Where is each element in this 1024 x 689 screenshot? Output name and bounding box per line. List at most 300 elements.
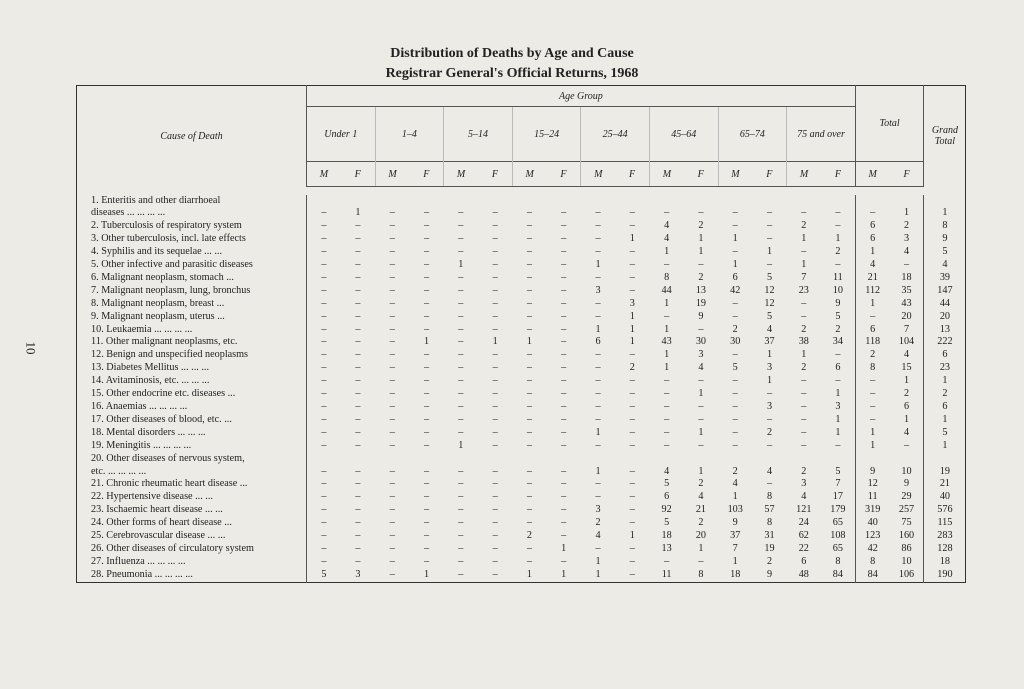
value-cell: –	[526, 517, 532, 529]
value-cell: –	[321, 504, 327, 516]
value-cell: –	[526, 413, 532, 425]
value-cell: 8	[766, 517, 773, 529]
value-cell: –	[355, 349, 361, 361]
value-cell: 43	[661, 336, 672, 348]
group-header: 65–74	[718, 107, 787, 162]
value-cell: –	[526, 323, 532, 335]
value-cell: –	[526, 297, 532, 309]
value-cell: –	[629, 375, 635, 387]
value-cell: 106	[898, 568, 915, 580]
grand-total-cell: 190	[924, 569, 966, 582]
value-cell: 6	[732, 271, 738, 283]
value-cell	[444, 195, 478, 208]
grand-total-cell: 9	[924, 233, 966, 246]
value-cell: –	[629, 271, 635, 283]
value-cell: –	[732, 426, 738, 438]
value-cell: –	[561, 491, 567, 503]
value-cell: –	[855, 414, 889, 427]
value-cell: 3	[801, 478, 807, 490]
value-cell: –	[595, 271, 601, 283]
value-cell: 1	[595, 568, 601, 580]
table-row	[77, 285, 966, 298]
value-cell: –	[526, 233, 532, 245]
cause-cell: 15. Other endocrine etc. diseases ...	[77, 388, 307, 401]
cause-cell: 1. Enteritis and other diarrhoeal	[77, 195, 307, 208]
value-cell: –	[423, 362, 430, 374]
value-cell: –	[629, 220, 635, 232]
cause-cell: 24. Other forms of heart disease ...	[77, 517, 307, 530]
value-cell	[752, 453, 786, 466]
female-header: F	[341, 162, 375, 187]
value-cell: –	[492, 259, 498, 271]
value-cell: –	[732, 310, 738, 322]
value-cell	[512, 453, 546, 466]
table-row	[77, 530, 966, 543]
value-cell: –	[561, 465, 567, 477]
value-cell: 9	[732, 517, 738, 529]
value-cell	[409, 195, 443, 208]
value-cell: –	[698, 401, 704, 412]
value-cell	[341, 453, 375, 466]
value-cell: –	[389, 220, 395, 232]
value-cell: 1	[526, 336, 532, 348]
value-cell: –	[355, 310, 361, 322]
value-cell: –	[423, 349, 430, 361]
value-cell: 1	[903, 413, 910, 425]
value-cell: –	[492, 568, 498, 580]
value-cell: 17	[832, 491, 843, 503]
group-header: 45–64	[649, 107, 718, 162]
value-cell: –	[526, 375, 532, 387]
value-cell: –	[423, 504, 430, 516]
cause-cell: 19. Meningitis ... ... ... ...	[77, 440, 307, 453]
value-cell: –	[698, 439, 704, 451]
value-cell: –	[629, 517, 635, 529]
table-row	[77, 491, 966, 504]
value-cell: –	[492, 542, 498, 554]
table-row	[77, 414, 966, 427]
value-cell: 4	[801, 491, 807, 503]
value-cell: 112	[855, 285, 889, 298]
value-cell: 1	[423, 336, 430, 348]
value-cell: 10	[901, 465, 912, 477]
value-cell: 2	[698, 220, 704, 232]
grand-total-cell: 40	[924, 491, 966, 504]
grand-total-cell: 2	[924, 388, 966, 401]
value-cell: –	[355, 555, 361, 567]
value-cell: –	[732, 413, 738, 425]
value-cell: 1	[664, 246, 670, 258]
value-cell: 92	[661, 504, 672, 516]
value-cell: 5	[766, 310, 773, 322]
value-cell: 62	[798, 530, 809, 542]
value-cell: 5	[664, 478, 670, 490]
value-cell: 2	[698, 478, 704, 490]
value-cell: –	[458, 336, 464, 348]
male-header: M	[375, 162, 409, 187]
value-cell: –	[458, 401, 464, 412]
value-cell: 11	[661, 568, 672, 580]
value-cell: 2	[526, 530, 532, 542]
value-cell: –	[801, 297, 807, 309]
value-cell: 3	[629, 297, 635, 309]
value-cell: 2	[855, 349, 889, 362]
value-cell: –	[766, 388, 773, 400]
value-cell: –	[561, 336, 567, 348]
value-cell: –	[492, 401, 498, 412]
value-cell: –	[801, 401, 807, 412]
value-cell: –	[492, 323, 498, 335]
value-cell	[547, 195, 581, 208]
value-cell: –	[389, 465, 395, 477]
value-cell: 23	[798, 284, 809, 296]
value-cell: 57	[764, 504, 775, 516]
value-cell: –	[526, 439, 532, 451]
value-cell: –	[629, 555, 635, 567]
value-cell: 24	[798, 517, 809, 529]
value-cell	[649, 453, 683, 466]
value-cell: –	[458, 297, 464, 309]
value-cell	[787, 453, 821, 466]
value-cell: 1	[698, 233, 704, 245]
grand-total-cell: 1	[924, 375, 966, 388]
value-cell: 103	[727, 504, 743, 516]
group-header: 5–14	[444, 107, 513, 162]
value-cell: –	[561, 555, 567, 567]
value-cell: –	[629, 478, 635, 490]
value-cell	[890, 453, 924, 466]
cause-cell: 27. Influenza ... ... ... ...	[77, 556, 307, 569]
value-cell: 1	[732, 491, 738, 503]
value-cell	[821, 453, 855, 466]
value-cell: 6	[903, 401, 910, 412]
value-cell: –	[629, 504, 635, 516]
value-cell: –	[355, 271, 361, 283]
group-header-total: Total	[855, 86, 924, 162]
value-cell: –	[355, 542, 361, 554]
value-cell: –	[766, 439, 773, 451]
value-cell: 1	[629, 323, 635, 335]
value-cell: 5	[732, 362, 738, 374]
cause-cell: 2. Tuberculosis of respiratory system	[77, 220, 307, 233]
value-cell: 44	[661, 284, 672, 296]
table-row	[77, 375, 966, 388]
cause-cell: 10. Leukaemia ... ... ... ...	[77, 324, 307, 337]
value-cell: –	[423, 413, 430, 425]
value-cell: –	[629, 413, 635, 425]
table-row	[77, 453, 966, 466]
value-cell: –	[458, 388, 464, 400]
value-cell: –	[389, 246, 395, 258]
value-cell: –	[561, 297, 567, 309]
value-cell: –	[321, 310, 327, 322]
value-cell: 4	[855, 259, 889, 272]
value-cell	[718, 453, 752, 466]
value-cell: 1	[835, 413, 841, 425]
value-cell: 1	[629, 336, 635, 348]
value-cell: 30	[695, 336, 706, 348]
value-cell: –	[903, 259, 910, 271]
value-cell: –	[732, 297, 738, 309]
value-cell: –	[423, 220, 430, 232]
value-cell: –	[321, 517, 327, 529]
value-cell: –	[423, 555, 430, 567]
value-cell: 1	[355, 207, 361, 219]
value-cell: –	[321, 530, 327, 542]
value-cell	[821, 195, 855, 208]
value-cell: –	[526, 478, 532, 490]
grand-total-cell: 1	[924, 440, 966, 453]
value-cell: 123	[855, 530, 889, 543]
value-cell: 37	[730, 530, 741, 542]
value-cell: 1	[855, 298, 889, 311]
value-cell: –	[389, 388, 395, 400]
value-cell: 40	[855, 517, 889, 530]
value-cell: 1	[835, 388, 841, 400]
value-cell: –	[561, 478, 567, 490]
value-cell: –	[321, 426, 327, 438]
value-cell: 9	[698, 310, 704, 322]
value-cell: 1	[732, 233, 738, 245]
value-cell: 1	[595, 259, 601, 271]
value-cell: –	[801, 426, 807, 438]
value-cell: 5	[766, 271, 773, 283]
value-cell: –	[595, 220, 601, 232]
table-row	[77, 440, 966, 453]
cause-cell: diseases ... ... ... ...	[77, 207, 307, 220]
cause-cell: 16. Anaemias ... ... ... ...	[77, 401, 307, 414]
value-cell: –	[629, 246, 635, 258]
value-cell: –	[389, 568, 395, 580]
value-cell: 1	[766, 349, 773, 361]
value-cell: –	[766, 207, 773, 219]
table-row	[77, 207, 966, 220]
value-cell: –	[458, 568, 464, 580]
value-cell: –	[698, 259, 704, 271]
value-cell: 6	[595, 336, 601, 348]
value-cell: –	[355, 439, 361, 451]
value-cell: –	[492, 375, 498, 387]
value-cell: –	[595, 349, 601, 361]
value-cell: 9	[766, 568, 773, 580]
value-cell: 5	[664, 517, 670, 529]
value-cell: 7	[801, 271, 807, 283]
value-cell: 11	[855, 491, 889, 504]
value-cell: –	[526, 284, 532, 296]
value-cell: –	[492, 555, 498, 567]
value-cell: –	[355, 413, 361, 425]
value-cell: 6	[855, 220, 889, 233]
value-cell: –	[766, 259, 773, 271]
value-cell: –	[458, 530, 464, 542]
group-header: Under 1	[324, 128, 358, 140]
value-cell: 121	[796, 504, 812, 516]
value-cell: –	[526, 504, 532, 516]
value-cell: 118	[855, 336, 889, 349]
value-cell: –	[458, 426, 464, 438]
value-cell: –	[458, 555, 464, 567]
value-cell: 21	[855, 272, 889, 285]
value-cell: –	[698, 323, 704, 335]
value-cell: –	[664, 375, 670, 387]
table-row	[77, 504, 966, 517]
value-cell: –	[561, 233, 567, 245]
value-cell: 84	[855, 569, 889, 582]
value-cell: –	[389, 504, 395, 516]
value-cell: 1	[595, 465, 601, 477]
value-cell: –	[595, 478, 601, 490]
value-cell: 6	[801, 555, 807, 567]
value-cell: –	[458, 246, 464, 258]
value-cell: –	[561, 401, 567, 412]
value-cell: 8	[855, 362, 889, 375]
value-cell: –	[766, 220, 773, 232]
value-cell: –	[629, 388, 635, 400]
value-cell: –	[526, 491, 532, 503]
value-cell: –	[732, 349, 738, 361]
table-row	[77, 362, 966, 375]
value-cell: 3	[355, 568, 361, 580]
value-cell: –	[492, 349, 498, 361]
value-cell: –	[698, 375, 704, 387]
value-cell: –	[835, 375, 841, 387]
page-number: 10	[23, 341, 39, 355]
value-cell: –	[321, 439, 327, 451]
value-cell: –	[664, 310, 670, 322]
value-cell: 8	[766, 491, 773, 503]
value-cell: 4	[698, 362, 704, 374]
value-cell: –	[423, 439, 430, 451]
value-cell: –	[526, 349, 532, 361]
cause-cell: 7. Malignant neoplasm, lung, bronchus	[77, 285, 307, 298]
value-cell: –	[492, 426, 498, 438]
value-cell	[649, 195, 683, 208]
value-cell: –	[492, 413, 498, 425]
value-cell: –	[423, 465, 430, 477]
value-cell: –	[355, 297, 361, 309]
value-cell	[581, 195, 615, 208]
value-cell: –	[458, 349, 464, 361]
value-cell: –	[492, 465, 498, 477]
value-cell: –	[526, 207, 532, 219]
male-header: M	[649, 162, 683, 187]
value-cell: –	[561, 220, 567, 232]
value-cell	[444, 453, 478, 466]
grand-total-cell: 5	[924, 427, 966, 440]
value-cell: –	[855, 388, 889, 401]
value-cell: –	[664, 413, 670, 425]
grand-total-cell: 283	[924, 530, 966, 543]
value-cell: –	[595, 388, 601, 400]
value-cell: –	[595, 401, 601, 412]
value-cell: –	[732, 375, 738, 387]
value-cell: 12	[764, 297, 775, 309]
value-cell: –	[664, 388, 670, 400]
value-cell: 6	[855, 233, 889, 246]
cause-cell: 4. Syphilis and its sequelae ... ...	[77, 246, 307, 259]
grand-total-cell: 5	[924, 246, 966, 259]
value-cell: 1	[766, 375, 773, 387]
value-cell: 4	[903, 426, 910, 438]
group-header: 75 and over	[787, 107, 856, 162]
value-cell: –	[423, 323, 430, 335]
value-cell: –	[423, 491, 430, 503]
value-cell	[684, 195, 718, 208]
value-cell: –	[423, 426, 430, 438]
value-cell: –	[321, 297, 327, 309]
value-cell: –	[321, 388, 327, 400]
value-cell: –	[321, 246, 327, 258]
value-cell: –	[492, 439, 498, 451]
value-cell: 8	[664, 271, 670, 283]
value-cell: 7	[732, 542, 738, 554]
value-cell: –	[321, 401, 327, 412]
value-cell: 21	[695, 504, 706, 516]
value-cell: 2	[766, 555, 773, 567]
value-cell: 19	[695, 297, 706, 309]
value-cell: –	[355, 491, 361, 503]
value-cell: 1	[732, 555, 738, 567]
value-cell: –	[355, 401, 361, 412]
value-cell	[409, 453, 443, 466]
grand-total-cell: 13	[924, 324, 966, 337]
value-cell: 2	[801, 323, 807, 335]
grand-total-cell: 19	[924, 466, 966, 479]
value-cell: –	[526, 388, 532, 400]
value-cell: 5	[321, 568, 327, 580]
value-cell: –	[389, 297, 395, 309]
value-cell	[787, 195, 821, 208]
cause-cell: 8. Malignant neoplasm, breast ...	[77, 298, 307, 311]
value-cell: 37	[764, 336, 775, 348]
value-cell: 4	[698, 491, 704, 503]
value-cell: 9	[835, 297, 841, 309]
value-cell: –	[355, 388, 361, 400]
value-cell: 179	[830, 504, 846, 516]
value-cell: 1	[855, 427, 889, 440]
value-cell: –	[526, 426, 532, 438]
value-cell: –	[458, 375, 464, 387]
value-cell: 22	[798, 542, 809, 554]
value-cell: –	[561, 439, 567, 451]
value-cell: –	[423, 530, 430, 542]
value-cell: –	[458, 517, 464, 529]
value-cell: 8	[855, 556, 889, 569]
female-header: F	[684, 162, 718, 187]
value-cell: 5	[835, 465, 841, 477]
table-row	[77, 259, 966, 272]
value-cell: –	[458, 413, 464, 425]
value-cell	[478, 453, 512, 466]
value-cell: 75	[901, 517, 912, 529]
value-cell: –	[355, 259, 361, 271]
value-cell: 4	[903, 349, 910, 361]
value-cell: 30	[730, 336, 741, 348]
cause-cell: 14. Avitaminosis, etc. ... ... ...	[77, 375, 307, 388]
value-cell: 11	[832, 271, 843, 283]
grand-total-cell: 1	[924, 207, 966, 220]
value-cell: 86	[901, 542, 912, 554]
value-cell: –	[355, 375, 361, 387]
value-cell: –	[526, 220, 532, 232]
value-cell: 160	[898, 530, 915, 542]
value-cell: –	[629, 491, 635, 503]
value-cell: –	[561, 271, 567, 283]
value-cell: 1	[595, 426, 601, 438]
value-cell: –	[698, 207, 704, 219]
value-cell: –	[389, 207, 395, 219]
value-cell: 2	[698, 517, 704, 529]
